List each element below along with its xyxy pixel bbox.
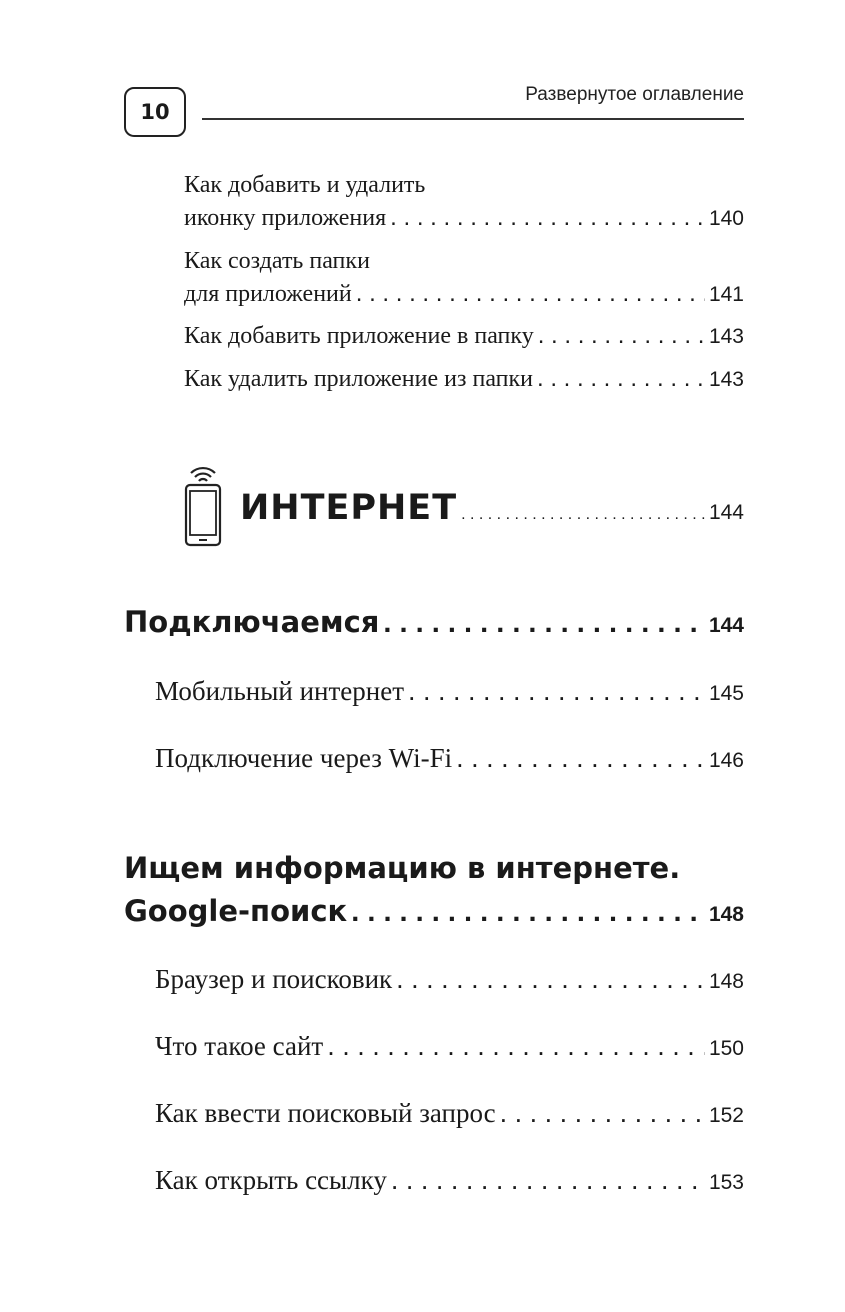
smartphone-wifi-icon: [182, 460, 224, 548]
dot-leader: [461, 506, 705, 524]
section-entry[interactable]: [124, 605, 744, 640]
dot-leader: [327, 1031, 705, 1062]
dot-leader: [537, 365, 705, 393]
toc-entry-line1: Как создать папки: [184, 248, 370, 274]
toc-entry[interactable]: [184, 204, 744, 232]
toc-entry[interactable]: [184, 322, 744, 350]
toc-entry-page: 140: [708, 207, 744, 230]
toc-entry-page: 152: [708, 1104, 744, 1127]
section-title: Подключаемся: [124, 605, 380, 639]
section-page: 148: [708, 903, 744, 926]
toc-entry-label: Подключение через Wi-Fi: [155, 743, 453, 773]
dot-leader: [391, 1165, 705, 1196]
chapter-page: 144: [708, 501, 744, 524]
toc-entry-page: 146: [708, 749, 744, 772]
toc-entry-label: иконку приложения: [184, 205, 387, 231]
chapter-title: ИНТЕРНЕТ: [240, 488, 458, 528]
dot-leader: [390, 204, 705, 232]
dot-leader: [538, 322, 705, 350]
toc-entry-page: 143: [708, 325, 744, 348]
toc-entry-page: 150: [708, 1037, 744, 1060]
toc-entry-label: Как ввести поисковый запрос: [155, 1098, 496, 1128]
toc-entry-label: Браузер и поисковик: [155, 964, 393, 994]
section-entry[interactable]: [124, 894, 744, 929]
section-page: 144: [708, 614, 744, 637]
toc-entry-label: Мобильный интернет: [155, 676, 405, 706]
toc-entry[interactable]: [155, 1031, 744, 1062]
toc-entry-page: 148: [708, 970, 744, 993]
dot-leader: [383, 607, 705, 640]
toc-entry-label: Как удалить приложение из папки: [184, 366, 533, 392]
dot-leader: [408, 676, 705, 707]
dot-leader: [356, 280, 705, 308]
toc-entry[interactable]: [155, 964, 744, 995]
toc-entry-label: для приложений: [184, 281, 352, 307]
toc-entry-page: 153: [708, 1171, 744, 1194]
toc-entry[interactable]: [184, 280, 744, 308]
dot-leader: [396, 964, 705, 995]
toc-entry-line1: Как добавить и удалить: [184, 172, 426, 198]
section-title: Google-поиск: [124, 894, 348, 928]
toc-entry[interactable]: [155, 743, 744, 774]
chapter-entry[interactable]: [240, 488, 744, 528]
toc-entry-label: Как открыть ссылку: [155, 1165, 387, 1195]
toc-entry[interactable]: [155, 676, 744, 707]
toc-entry-page: 143: [708, 368, 744, 391]
toc-entry[interactable]: [155, 1098, 744, 1129]
header-rule: [202, 118, 744, 120]
dot-leader: [456, 743, 705, 774]
dot-leader: [351, 896, 705, 929]
toc-entry[interactable]: [155, 1165, 744, 1196]
running-title: Развернутое оглавление: [525, 84, 744, 105]
section-title-line1: Ищем информацию в интернете.: [124, 851, 681, 885]
toc-entry[interactable]: [184, 365, 744, 393]
toc-entry-label: Что такое сайт: [155, 1031, 324, 1061]
page-number: 10: [124, 87, 186, 137]
toc-entry-page: 145: [708, 682, 744, 705]
toc-entry-label: Как добавить приложение в папку: [184, 323, 534, 349]
dot-leader: [500, 1098, 705, 1129]
toc-entry-page: 141: [708, 283, 744, 306]
